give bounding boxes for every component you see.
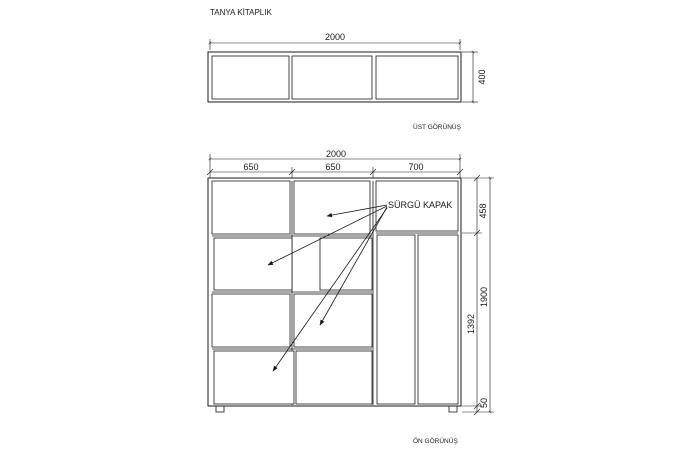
top-view-compartment-3 xyxy=(376,56,458,99)
sliding-cover-callout: SÜRGÜ KAPAK xyxy=(388,200,453,210)
sliding-panel-m1 xyxy=(294,181,370,234)
plinth-height-label: 50 xyxy=(479,397,489,409)
top-view-compartment-1 xyxy=(212,56,289,99)
left-foot xyxy=(216,406,224,412)
front-view-caption: ÖN GÖRÜNÜŞ xyxy=(413,438,458,445)
column-2-width-label: 650 xyxy=(325,162,341,172)
top-depth-label: 400 xyxy=(477,69,487,85)
top-depth-dimension xyxy=(462,52,478,102)
sliding-panel-l3 xyxy=(212,294,290,347)
sliding-panel-l1 xyxy=(212,181,290,234)
top-view-compartment-2 xyxy=(292,56,372,99)
column-3-width-label: 700 xyxy=(408,162,424,172)
top-view-outline xyxy=(208,52,461,102)
door-section-height-label: 1392 xyxy=(466,313,476,335)
tall-door-left xyxy=(377,235,415,404)
drawing-title: TANYA KİTAPLIK xyxy=(210,8,272,17)
tall-door-right xyxy=(418,235,458,404)
sliding-panel-l2 xyxy=(214,238,292,290)
top-width-label: 2000 xyxy=(324,32,346,42)
front-view xyxy=(207,149,494,445)
front-overall-width-label: 2000 xyxy=(325,149,347,159)
top-view-caption: ÜST GÖRÜNÜŞ xyxy=(413,124,461,131)
sliding-panel-m2 xyxy=(320,238,372,290)
total-height-label: 1900 xyxy=(479,286,489,308)
top-view xyxy=(208,32,487,131)
sliding-panel-m4 xyxy=(296,351,372,404)
column-1-width-label: 650 xyxy=(243,162,259,172)
top-section-height-label: 458 xyxy=(478,203,488,219)
right-foot xyxy=(449,406,457,412)
sliding-panel-l4 xyxy=(214,351,294,404)
